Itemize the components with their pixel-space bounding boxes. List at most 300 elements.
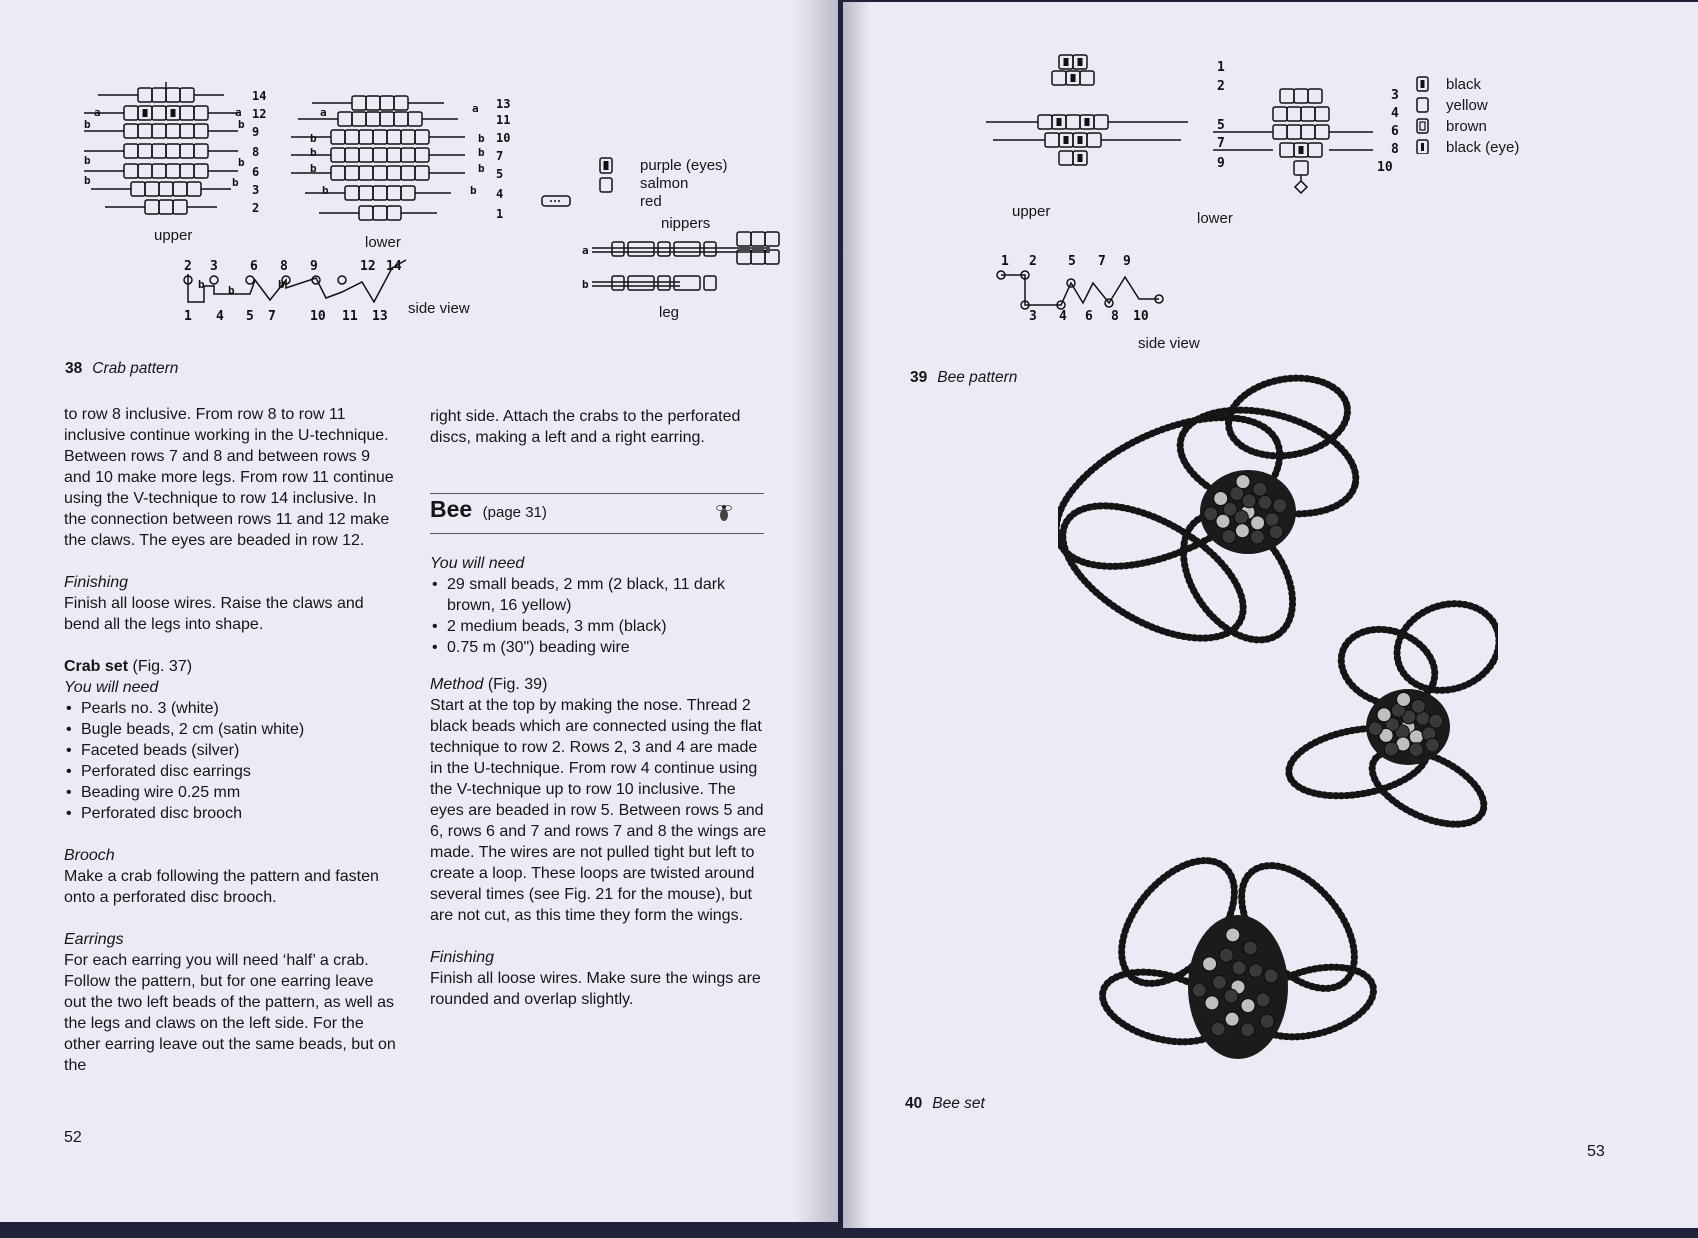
bee-side-view-diagram [997, 254, 1163, 324]
bead [373, 206, 387, 220]
bead-node [312, 276, 320, 284]
bead [152, 164, 166, 178]
bead [145, 182, 159, 196]
crab-legend-swatches [542, 158, 612, 206]
bead-core [1064, 136, 1069, 144]
bead [173, 200, 187, 214]
left-column-1 [64, 404, 399, 1076]
body-bead [1216, 514, 1230, 528]
bead [345, 130, 359, 144]
list-item: • 2 medium beads, 3 mm (black) [430, 616, 770, 637]
bead [373, 148, 387, 162]
bead [1315, 107, 1329, 121]
bead [145, 200, 159, 214]
bead [1273, 125, 1287, 139]
bead [1308, 89, 1322, 103]
body-bead [1243, 941, 1257, 955]
row-number: 1 [1217, 60, 1225, 75]
body-bead [1251, 516, 1265, 530]
crab-set-heading [64, 656, 399, 677]
bead [401, 130, 415, 144]
bead [194, 164, 208, 178]
body-bead [1212, 975, 1226, 989]
wire-letter: b [478, 146, 485, 159]
bead [194, 124, 208, 138]
upper-label: upper [1012, 203, 1051, 220]
leg-bead [674, 242, 700, 256]
row-number: 7 [496, 149, 504, 163]
side-top-number: 9 [310, 259, 318, 274]
bead [1094, 115, 1108, 129]
wire-letter: b [310, 146, 317, 159]
bee-pattern-diagram [963, 47, 1523, 347]
row-number: 9 [252, 125, 260, 139]
list-item: • Beading wire 0.25 mm [64, 782, 399, 803]
bead [1066, 115, 1080, 129]
bead [600, 178, 612, 192]
bee-page-ref: (page 31) [482, 504, 547, 521]
bead [152, 144, 166, 158]
bead [359, 166, 373, 180]
section-rule-top [430, 493, 764, 494]
legend-yellow: yellow [1446, 97, 1488, 114]
bead-core [1057, 118, 1062, 126]
figure-38-caption [65, 360, 178, 378]
nippers-label: nippers [661, 215, 711, 232]
page-number: 53 [1587, 1143, 1605, 1160]
body-bead [1397, 693, 1411, 707]
side-top-number: 9 [1123, 254, 1131, 269]
body-bead [1226, 928, 1240, 942]
bead [401, 148, 415, 162]
body-bead [1222, 529, 1236, 543]
row-number: 12 [252, 107, 267, 121]
bead [152, 124, 166, 138]
row-number: 1 [496, 207, 504, 221]
side-bottom-number: 3 [1029, 309, 1037, 324]
left-column-2 [430, 406, 770, 448]
wire-letter: b [228, 284, 235, 297]
bead [737, 232, 751, 246]
bead [1301, 107, 1315, 121]
bead [1273, 107, 1287, 121]
bead [180, 88, 194, 102]
body-bead [1236, 475, 1250, 489]
bead [1287, 107, 1301, 121]
legend-swatches [1415, 74, 1431, 154]
bead [331, 130, 345, 144]
bead [373, 130, 387, 144]
legend-brown: brown [1446, 118, 1487, 135]
bead [1308, 143, 1322, 157]
crab-set-list [64, 698, 399, 824]
wire-letter: b [232, 176, 239, 189]
method-heading [430, 674, 770, 695]
bead [1280, 143, 1294, 157]
body-bead [1409, 743, 1423, 757]
bead-node [210, 276, 218, 284]
legend-red: red [640, 193, 662, 210]
bead [373, 186, 387, 200]
side-bottom-number: 11 [342, 309, 358, 324]
side-view-label: side view [408, 300, 470, 317]
wire-letter: b [84, 118, 91, 131]
body-bead [1258, 495, 1272, 509]
body-bead [1411, 699, 1425, 713]
list-item: • Pearls no. 3 (white) [64, 698, 399, 719]
body-bead [1429, 714, 1443, 728]
body-bead [1256, 993, 1270, 1007]
bead [1287, 125, 1301, 139]
section-rule-bottom [430, 533, 764, 534]
right-page [843, 2, 1698, 1228]
bead [415, 148, 429, 162]
body-bead [1409, 730, 1423, 744]
side-top-number: 8 [280, 259, 288, 274]
bead [138, 124, 152, 138]
body-bead [1224, 989, 1238, 1003]
side-bottom-number: 4 [216, 309, 224, 324]
body-bead [1192, 983, 1206, 997]
wire-letter: a [235, 106, 242, 119]
bead [131, 182, 145, 196]
leg-bead [704, 242, 716, 256]
bead [194, 144, 208, 158]
page-number: 52 [64, 1129, 82, 1146]
side-top-number: 2 [184, 259, 192, 274]
row-number: 9 [1217, 156, 1225, 171]
paragraph: Start at the top by making the nose. Thread 2 black beads which are connected using the flat technique to row 2. Rows 2, 3 and 4 are made in the U-technique. From row 4 continue using the V-technique up to row 10 inclusive. The eyes are beaded in row 5. Between rows 5 and 6, rows 6 and 7 and rows 7 and 8 the wings are made. The wires are not pulled tight but left to create a loop. These loops are twisted around several times (see Fig. 21 for the mouse), but are not cut, as this time they form the wings. [430, 697, 767, 924]
paragraph: to row 8 inclusive. From row 8 to row 11 inclusive continue working in the U-technique. Between rows 7 and 8 and between rows 9 and 10 make more legs. From row 11 continue using the V-technique to row 14 inclusive. In the connection between rows 11 and 12 make the claws. The eyes are beaded in row 12. [64, 406, 394, 549]
wire-letter: a [320, 106, 327, 119]
bead [1038, 115, 1052, 129]
left-page [0, 0, 838, 1222]
side-bottom-number: 8 [1111, 309, 1119, 324]
list-item: • Perforated disc earrings [64, 761, 399, 782]
bead-core [1299, 146, 1304, 154]
legend-black: black [1446, 76, 1482, 93]
body-bead [1235, 524, 1249, 538]
finishing-heading: Finishing [430, 949, 495, 966]
crab-side-view-diagram [184, 259, 406, 324]
row-number: 10 [496, 131, 511, 145]
row-number: 4 [496, 187, 504, 201]
bead [359, 206, 373, 220]
bead [394, 96, 408, 110]
bead [401, 166, 415, 180]
wire-letter: b [478, 132, 485, 145]
side-bottom-number: 10 [310, 309, 326, 324]
leg-bead [658, 276, 670, 290]
wire-letter: b [278, 278, 285, 291]
paragraph: Make a crab following the pattern and fasten onto a perforated disc brooch. [64, 868, 379, 906]
bead-core [1085, 118, 1090, 126]
side-bottom-number: 4 [1059, 309, 1067, 324]
wire-letter: a [582, 244, 589, 257]
bee-icon [714, 502, 734, 524]
bead [124, 164, 138, 178]
side-bottom-number: 1 [184, 309, 192, 324]
side-top-number: 1 [1001, 254, 1009, 269]
bead [166, 124, 180, 138]
bead [159, 200, 173, 214]
bead [401, 186, 415, 200]
bead [1052, 71, 1066, 85]
bead [180, 124, 194, 138]
wing-loop [1385, 590, 1498, 705]
method-title: Method [430, 676, 484, 693]
row-number: 5 [1217, 118, 1225, 133]
body-bead [1260, 1014, 1274, 1028]
side-view-label: side view [1138, 335, 1200, 352]
wire-letter: a [472, 102, 479, 115]
side-top-number: 5 [1068, 254, 1076, 269]
finishing-heading: Finishing [64, 574, 129, 591]
crab-set-fig: (Fig. 37) [132, 658, 193, 675]
row-number: 7 [1217, 136, 1225, 151]
body-bead [1265, 513, 1279, 527]
leg-bead [628, 276, 654, 290]
bead-core [171, 109, 176, 117]
bead-node [338, 276, 346, 284]
bead [331, 166, 345, 180]
bead [359, 148, 373, 162]
bead-node [246, 276, 254, 284]
body-bead [1203, 957, 1217, 971]
bee-title: Bee [430, 496, 473, 522]
body-bead [1241, 999, 1255, 1013]
paragraph: For each earring you will need ‘half’ a crab. Follow the pattern, but for one earring leave out the two left beads of the pattern, as well as the legs and claws on the left side. For the other earring leave out the same beads, but on the [64, 952, 396, 1074]
leg-bead [658, 242, 670, 256]
bead [345, 166, 359, 180]
crab-set-title: Crab set [64, 658, 129, 675]
body-bead [1241, 1023, 1255, 1037]
side-bottom-number: 6 [1085, 309, 1093, 324]
leg-bead [612, 276, 624, 290]
row-number: 11 [496, 113, 511, 127]
body-bead [1368, 722, 1382, 736]
stinger [1295, 175, 1307, 193]
row-number: 8 [252, 145, 260, 159]
wire-letter: b [84, 154, 91, 167]
bead [345, 148, 359, 162]
you-will-need-heading: You will need [64, 679, 159, 696]
side-top-number: 2 [1029, 254, 1037, 269]
list-item: • Bugle beads, 2 cm (satin white) [64, 719, 399, 740]
row-number: 2 [252, 201, 260, 215]
bead [359, 186, 373, 200]
you-will-need-heading: You will need [430, 555, 525, 572]
leg-label: leg [659, 304, 680, 321]
body-bead [1250, 530, 1264, 544]
side-top-number: 3 [210, 259, 218, 274]
bead [124, 106, 138, 120]
bead [387, 206, 401, 220]
crab-pattern-diagram [80, 82, 800, 332]
body-bead [1219, 948, 1233, 962]
bead [338, 112, 352, 126]
bead [1059, 151, 1073, 165]
body-bead [1426, 738, 1440, 752]
legend-salmon: salmon [640, 175, 689, 192]
beaded-bees [1058, 369, 1498, 1059]
leg-bead [674, 276, 700, 290]
bead [352, 96, 366, 110]
lower-label: lower [1197, 210, 1233, 227]
list-item: • Faceted beads (silver) [64, 740, 399, 761]
leg-bead [704, 276, 716, 290]
gutter-shadow [843, 2, 871, 1228]
body-bead [1204, 507, 1218, 521]
row-number: 4 [1391, 106, 1399, 121]
bead [138, 164, 152, 178]
caption-text: Crab pattern [92, 360, 179, 377]
paragraph: Finish all loose wires. Raise the claws and bend all the legs into shape. [64, 595, 364, 633]
bead [138, 144, 152, 158]
bead-core [143, 109, 148, 117]
bead [408, 112, 422, 126]
bead [166, 144, 180, 158]
side-top-number: 6 [250, 259, 258, 274]
bead [180, 144, 194, 158]
body-bead [1377, 708, 1391, 722]
bead [387, 166, 401, 180]
bead-core [1078, 58, 1083, 66]
bead [124, 144, 138, 158]
bead [387, 186, 401, 200]
list-item: • 29 small beads, 2 mm (2 black, 11 dark brown, 16 yellow) [430, 574, 770, 616]
bead [373, 166, 387, 180]
bead [124, 124, 138, 138]
side-top-number: 12 [360, 259, 376, 274]
bee-upper-diagram [986, 55, 1225, 171]
bead [194, 106, 208, 120]
bead [1315, 125, 1329, 139]
row-number: 2 [1217, 79, 1225, 94]
crab-lower-diagram [291, 96, 510, 221]
wire-letter: b [478, 162, 485, 175]
row-number: 3 [252, 183, 260, 197]
body-bead [1249, 964, 1263, 978]
bee-set-photo [1058, 347, 1498, 1107]
row-number: 10 [1377, 160, 1393, 175]
wire-letter: b [582, 278, 589, 291]
row-number: 6 [252, 165, 260, 179]
paragraph: Finish all loose wires. Make sure the wings are rounded and overlap slightly. [430, 970, 761, 1008]
side-top-number: 7 [1098, 254, 1106, 269]
row-number: 13 [496, 97, 511, 111]
leg-bead [612, 242, 624, 256]
bead [366, 112, 380, 126]
bead [387, 148, 401, 162]
wire-letter: b [322, 184, 329, 197]
bead [187, 182, 201, 196]
wire-letter: b [470, 184, 477, 197]
bead-core [1078, 154, 1083, 162]
figure-39-caption [910, 369, 1017, 387]
bead [1087, 133, 1101, 147]
bead [380, 96, 394, 110]
body-bead [1384, 742, 1398, 756]
bead [765, 232, 779, 246]
bead [1294, 161, 1308, 175]
earrings-heading: Earrings [64, 931, 124, 948]
wire-letter: b [310, 162, 317, 175]
bead [173, 182, 187, 196]
row-number: 14 [252, 89, 267, 103]
body-bead [1253, 482, 1267, 496]
caption-number: 39 [910, 369, 928, 386]
bead [166, 88, 180, 102]
caption-number: 40 [905, 1095, 923, 1112]
bead [152, 106, 166, 120]
bead [415, 130, 429, 144]
wire-letter: b [84, 174, 91, 187]
bee-instructions [430, 553, 770, 1010]
body-bead [1205, 996, 1219, 1010]
brooch-heading: Brooch [64, 847, 115, 864]
legend-purple: purple (eyes) [640, 157, 728, 174]
bead-core [1071, 74, 1076, 82]
wire-letter: b [238, 156, 245, 169]
bee-materials-list [430, 574, 770, 658]
bead [1294, 89, 1308, 103]
bead [1045, 133, 1059, 147]
bee-lower-diagram [1213, 88, 1399, 193]
bead [415, 166, 429, 180]
body-bead [1211, 1022, 1225, 1036]
side-bottom-number: 7 [268, 309, 276, 324]
bead [751, 232, 765, 246]
bead [331, 148, 345, 162]
bead [394, 112, 408, 126]
bead-core [1064, 58, 1069, 66]
bead [180, 164, 194, 178]
bead-core [604, 161, 609, 170]
bead [1080, 71, 1094, 85]
body-bead [1242, 494, 1256, 508]
row-number: 3 [1391, 88, 1399, 103]
method-fig: (Fig. 39) [487, 676, 548, 693]
bead [152, 88, 166, 102]
bead [1301, 125, 1315, 139]
bead [352, 112, 366, 126]
paragraph: right side. Attach the crabs to the perforated discs, making a left and a right earring. [430, 408, 741, 446]
list-item: • 0.75 m (30") beading wire [430, 637, 770, 658]
body-bead [1214, 492, 1228, 506]
bead [345, 186, 359, 200]
wire-letter: a [94, 106, 101, 119]
bead [1280, 89, 1294, 103]
upper-label: upper [154, 227, 193, 244]
wire-letter: b [198, 278, 205, 291]
bead [159, 182, 173, 196]
wire-letter: b [238, 118, 245, 131]
bead [180, 106, 194, 120]
body-bead [1232, 961, 1246, 975]
side-top-number: 14 [386, 259, 402, 274]
list-item: • Perforated disc brooch [64, 803, 399, 824]
leg-bead [628, 242, 654, 256]
caption-text: Bee set [932, 1095, 985, 1112]
body-bead [1264, 969, 1278, 983]
caption-number: 38 [65, 360, 83, 377]
bead-core [1078, 136, 1083, 144]
body-bead [1273, 499, 1287, 513]
bead [359, 130, 373, 144]
body-bead [1225, 1012, 1239, 1026]
bead [380, 112, 394, 126]
